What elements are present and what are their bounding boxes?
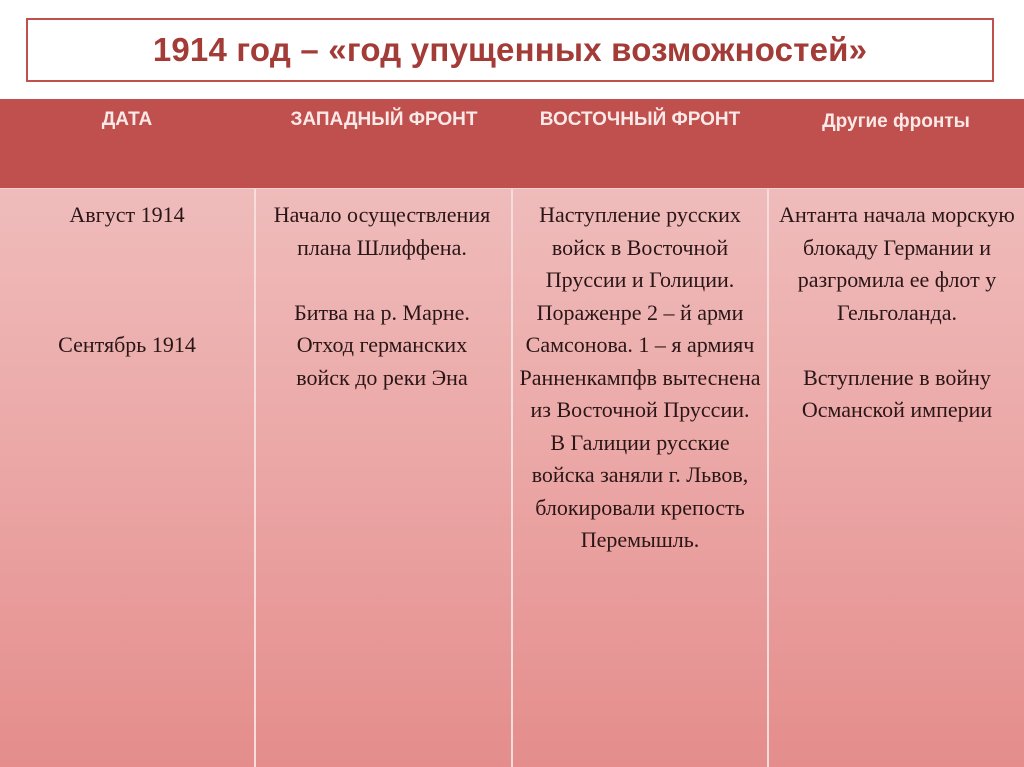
title-box (26, 18, 994, 82)
header-date: ДАТА (101, 109, 153, 130)
eastern-front-prussia: Наступление русских войск в Восточной Пруссии и Голиции. Пораженре 2 – й арми Самсонова. 1 – я армияч Ранненкампфв вытеснена из Восточной Пруссии. (519, 202, 761, 422)
column-divider (511, 189, 513, 767)
date-september: Сентябрь 1914 (58, 332, 196, 357)
date-august: Август 1914 (69, 202, 185, 227)
cell-other-fronts (776, 199, 1018, 427)
cell-western-front (268, 199, 496, 394)
column-divider (767, 189, 769, 767)
cell-eastern-front (518, 199, 762, 557)
eastern-front-galicia: В Галиции русские войска заняли г. Львов, блокировали крепость Перемышль. (531, 429, 749, 552)
table-body-row (0, 188, 1024, 767)
header-other-fronts: Другие фронты (822, 111, 970, 132)
western-front-september: Битва на р. Марне. Отход германских войск до реки Эна (294, 299, 470, 390)
events-table (0, 99, 1024, 767)
header-eastern-front: ВОСТОЧНЫЙ ФРОНТ (539, 109, 741, 130)
table-header-row (0, 99, 1024, 188)
cell-date (6, 199, 248, 362)
other-fronts-ottoman: Вступление в войну Османской империи (801, 364, 993, 422)
column-divider (254, 189, 256, 767)
other-fronts-blockade: Антанта начала морскую блокаду Германии и разгромила ее флот у Гельголанда. (779, 202, 1015, 325)
header-western-front: ЗАПАДНЫЙ ФРОНТ (290, 109, 478, 130)
slide-title: 1914 год – «год упущенных возможностей» (152, 31, 868, 68)
western-front-august: Начало осуществления плана Шлиффена. (273, 202, 491, 260)
